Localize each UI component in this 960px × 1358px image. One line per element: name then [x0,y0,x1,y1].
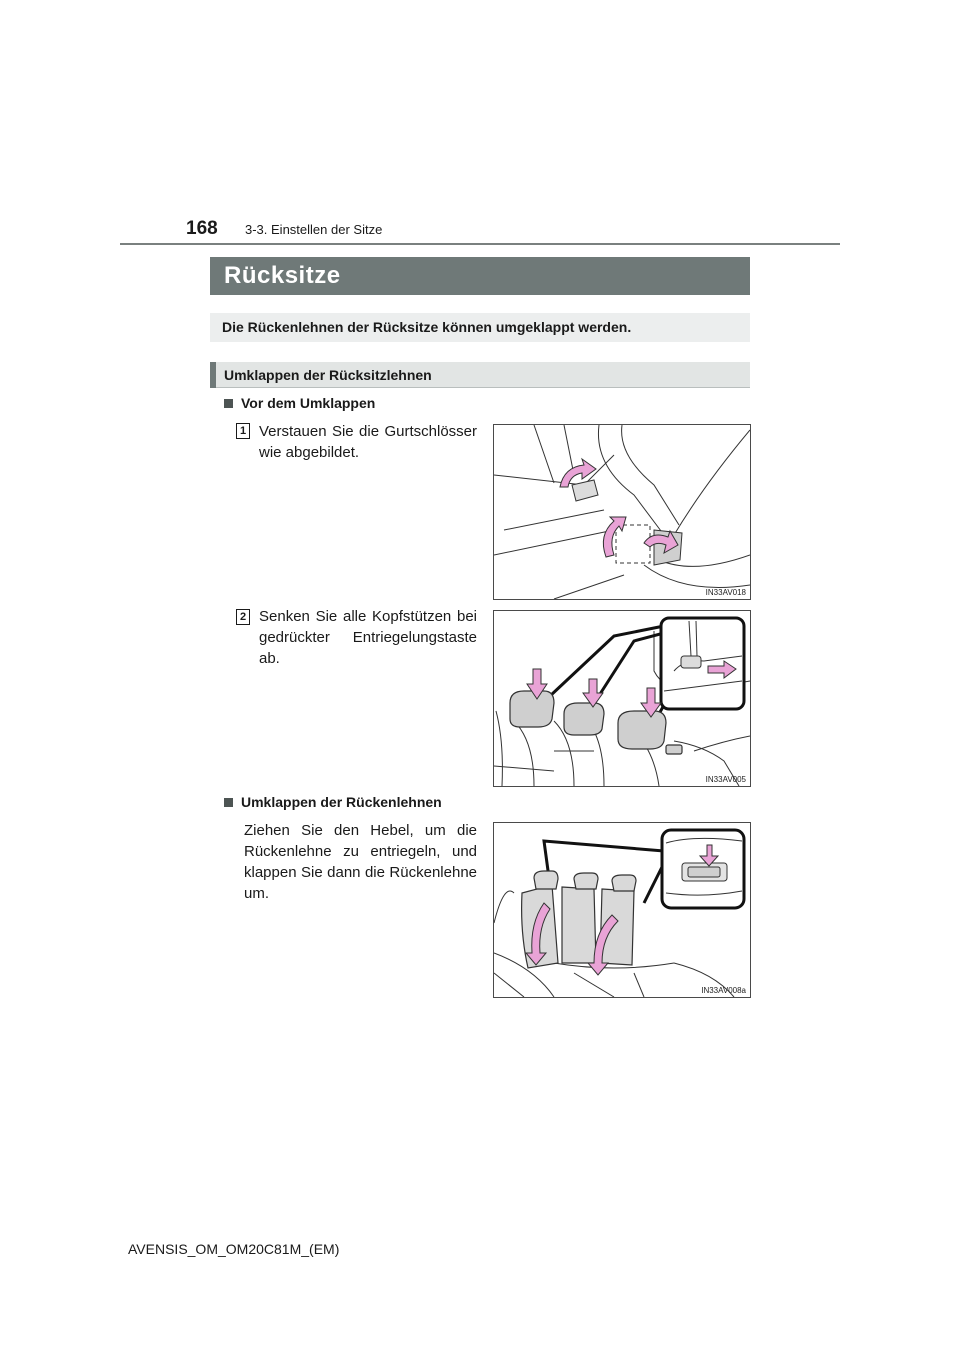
subsection-accent-bar [210,362,216,388]
subsection-heading [210,362,750,388]
document-footer: AVENSIS_OM_OM20C81M_(EM) [128,1241,340,1257]
headrest-lowering-illustration [494,611,750,786]
title-banner [210,257,750,295]
step-number-2: 2 [236,609,250,625]
page-title: Rücksitze [224,262,341,289]
figure-code: IN33AV008a [701,986,746,995]
step-2-text: Senken Sie alle Kopfstützen bei gedrückter Entriegelungstaste ab. [259,608,477,667]
bullet-square-icon [224,399,233,408]
seatbelt-buckle-illustration [494,425,750,599]
bullet-heading-text: Umklappen der Rückenlehnen [241,794,442,810]
subsection-title: Umklappen der Rücksitzlehnen [224,367,432,383]
folding-instruction-text: Ziehen Sie den Hebel, um die Rückenlehne zu entriegeln, und klappen Sie dann die Rückenlehne um. [244,822,477,902]
figure-headrests [493,610,751,787]
bullet-heading-before-folding [224,395,375,411]
intro-text: Die Rückenlehnen der Rücksitze können umgeklappt werden. [222,319,632,335]
figure-code: IN33AV018 [705,588,746,597]
seatback-folding-illustration [494,823,750,997]
bullet-heading-text: Vor dem Umklappen [241,395,376,411]
header-divider [120,243,840,245]
intro-box [210,313,750,342]
step-1-text: Verstauen Sie die Gurtschlösser wie abgebildet. [259,423,477,461]
bullet-square-icon [224,798,233,807]
figure-seatbelt-buckles [493,424,751,600]
figure-code: IN33AV005 [705,775,746,784]
step-number-1: 1 [236,423,250,439]
section-reference: 3-3. Einstellen der Sitze [245,222,383,237]
page-number: 168 [186,218,218,239]
bullet-heading-folding [224,794,442,810]
figure-fold-seatbacks [493,822,751,998]
